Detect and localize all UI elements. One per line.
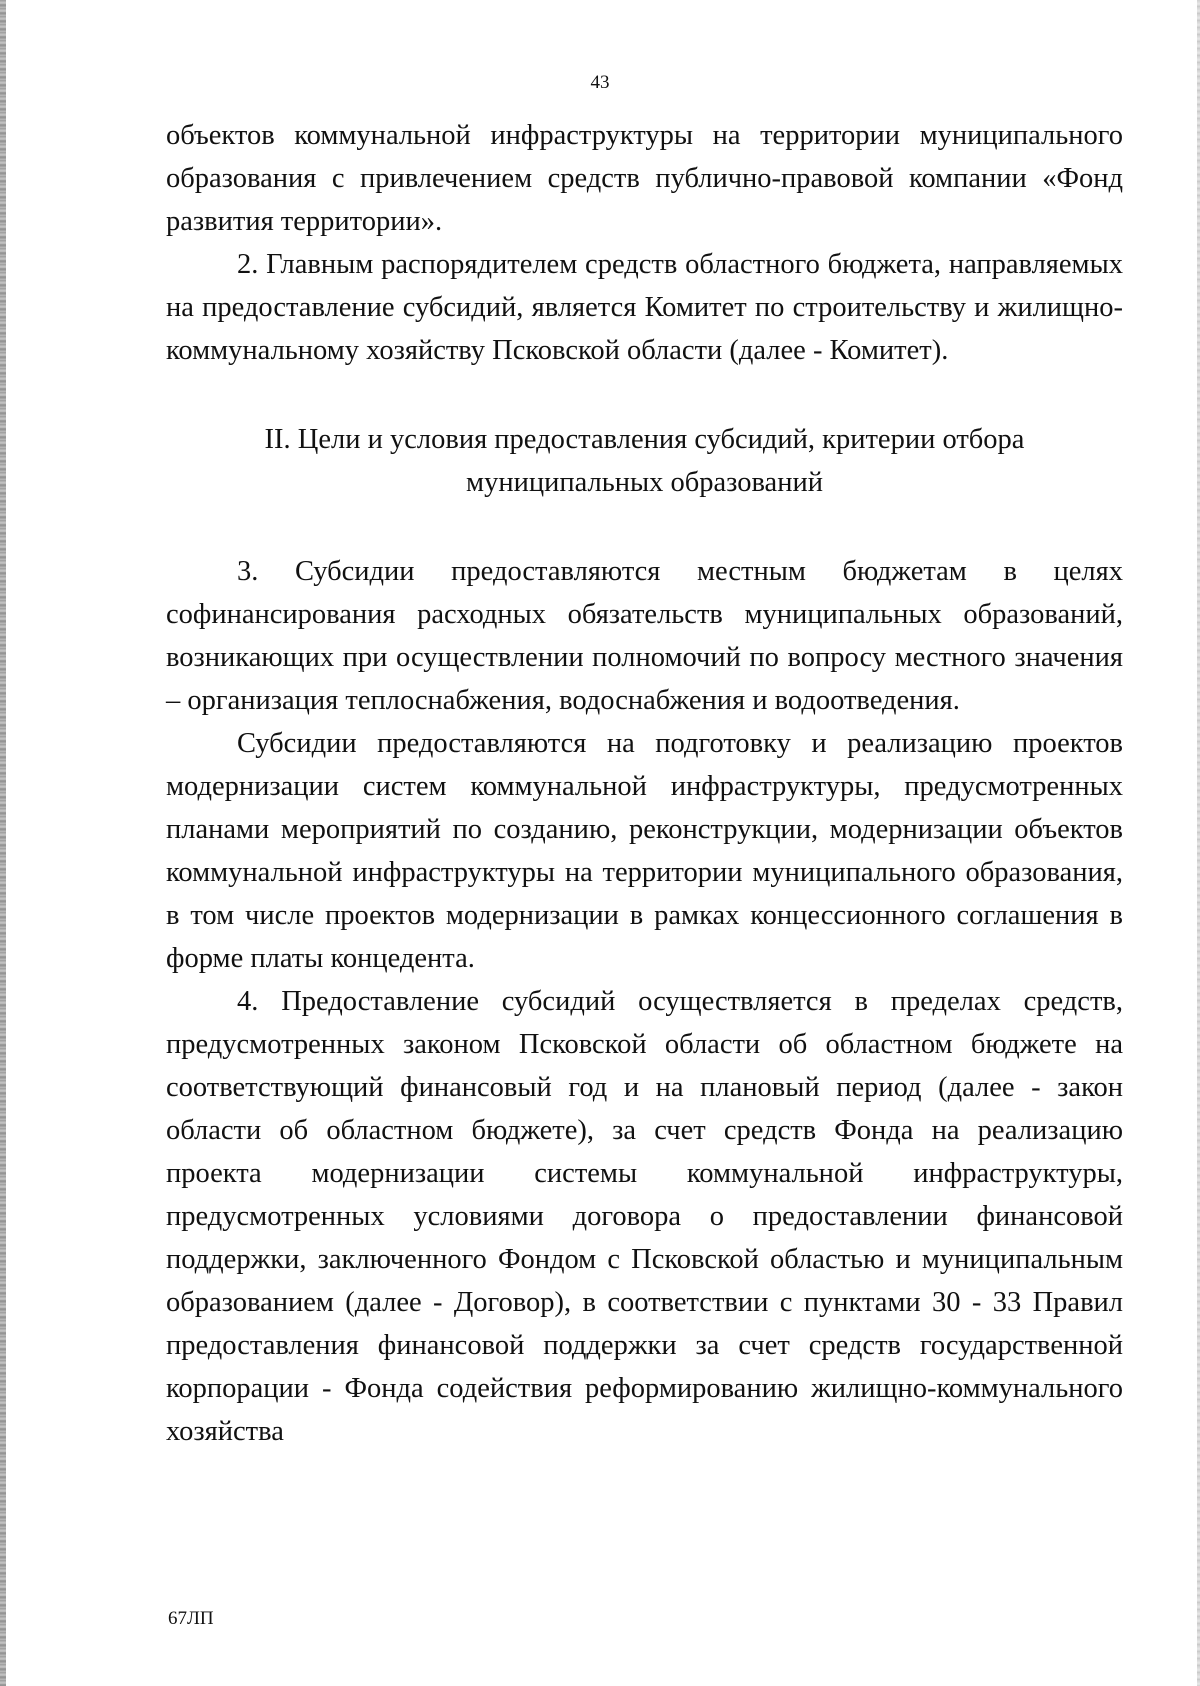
paragraph-clause-4: 4. Предоставление субсидий осуществляется в пределах средств, предусмотренных законом Псковской области об областном бюджете на соответствующий финансовый год и на плановый период (далее - закон области об областном бюджете), за счет средств Фонда на реализацию проекта модернизации системы коммунальной инфраструктуры, предусмотренных условиями договора о предоставлении финансовой поддержки, заключенного Фондом с Псковской областью и муниципальным образованием (далее - Договор), в соответствии с пунктами 30 - 33 Правил предоставления финансовой поддержки за счет средств государственной корпорации - Фонда содействия реформированию жилищно-коммунального хозяйства — [166, 986, 1123, 1447]
document-body — [166, 114, 1123, 1453]
paragraph-subsidies-purpose: Субсидии предоставляются на подготовку и реализацию проектов модернизации систем коммунальной инфраструктуры, предусмотренных планами мероприятий по созданию, реконструкции, модернизации объектов коммунальной инфраструктуры на территории муниципального образования, в том числе проектов модернизации в рамках концессионного соглашения в форме платы концедента. — [166, 728, 1123, 974]
section-heading-line-1: II. Цели и условия предоставления субсидий, критерии отбора — [264, 424, 1025, 455]
section-heading — [166, 418, 1123, 504]
document-code: 67ЛП — [168, 1608, 214, 1629]
section-heading-line-2: муниципальных образований — [466, 467, 823, 498]
scan-edge-left — [0, 0, 6, 1686]
page-number: 43 — [590, 72, 610, 93]
paragraph-clause-3: 3. Субсидии предоставляются местным бюджетам в целях софинансирования расходных обязательств муниципальных образований, возникающих при осуществлении полномочий по вопросу местного значения – организация теплоснабжения, водоснабжения и водоотведения. — [166, 556, 1123, 716]
paragraph-clause-2: 2. Главным распорядителем средств областного бюджета, направляемых на предоставление субсидий, является Комитет по строительству и жилищно-коммунальному хозяйству Псковской области (далее - Комитет). — [166, 249, 1123, 366]
paragraph-continuation: объектов коммунальной инфраструктуры на территории муниципального образования с привлечением средств публично-правовой компании «Фонд развития территории». — [166, 120, 1123, 237]
